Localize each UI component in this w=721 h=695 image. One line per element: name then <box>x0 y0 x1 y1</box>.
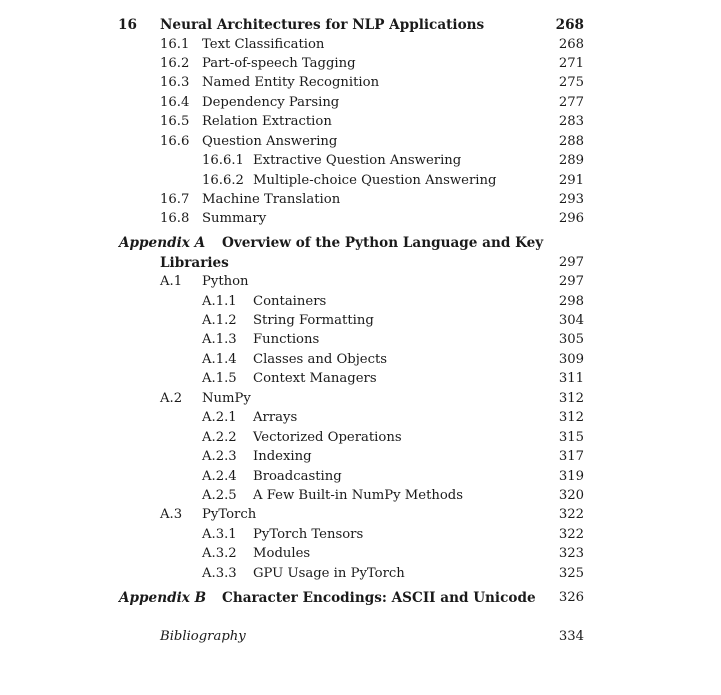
toc-section[interactable] <box>0 132 721 152</box>
toc-subsection[interactable] <box>0 408 721 428</box>
section-number: A.3 <box>160 507 183 522</box>
section-title: Text Classification <box>202 37 325 52</box>
page-number: 322 <box>558 507 584 522</box>
toc-section[interactable] <box>0 272 721 292</box>
page-number: 297 <box>558 274 584 289</box>
toc-subsection[interactable] <box>0 171 721 191</box>
subsection-number: 16.6.1 <box>202 153 244 168</box>
section-number: 16.8 <box>160 211 190 226</box>
page-number: 298 <box>558 294 584 309</box>
section-number: 16.1 <box>160 37 190 52</box>
page-number: 317 <box>558 449 584 464</box>
page-number: 293 <box>558 192 584 207</box>
subsection-number: A.1.3 <box>202 332 237 347</box>
chapter-title: Neural Architectures for NLP Applications <box>160 17 485 33</box>
toc-subsection[interactable] <box>0 311 721 331</box>
subsection-number: A.2.3 <box>202 449 237 464</box>
toc-section[interactable] <box>0 112 721 132</box>
subsection-number: A.3.2 <box>202 546 237 561</box>
section-title: Question Answering <box>202 134 338 149</box>
section-number: A.2 <box>160 391 183 406</box>
toc-section[interactable] <box>0 505 721 525</box>
toc-bibliography[interactable] <box>0 627 721 647</box>
subsection-title: A Few Built-in NumPy Methods <box>253 488 464 503</box>
page-number: 326 <box>558 590 584 605</box>
chapter-number: 16 <box>118 17 137 33</box>
toc-section[interactable] <box>0 35 721 55</box>
toc-subsection[interactable] <box>0 428 721 448</box>
subsection-number: A.2.1 <box>202 410 237 425</box>
toc-subsection[interactable] <box>0 564 721 584</box>
subsection-number: A.2.5 <box>202 488 237 503</box>
page-number: 291 <box>558 173 584 188</box>
subsection-number: A.1.1 <box>202 294 237 309</box>
toc-subsection[interactable] <box>0 486 721 506</box>
section-title: Dependency Parsing <box>202 95 340 110</box>
page-number: 297 <box>558 255 584 270</box>
subsection-title: Containers <box>253 294 327 309</box>
page-number: 277 <box>558 95 584 110</box>
toc-section[interactable] <box>0 389 721 409</box>
toc-chapter-16[interactable] <box>0 15 721 35</box>
section-number: 16.7 <box>160 192 190 207</box>
page-number: 311 <box>558 371 584 386</box>
page-number: 289 <box>558 153 584 168</box>
page-number: 320 <box>558 488 584 503</box>
subsection-title: String Formatting <box>253 313 374 328</box>
toc-subsection[interactable] <box>0 369 721 389</box>
subsection-title: GPU Usage in PyTorch <box>253 566 405 581</box>
section-number: 16.2 <box>160 56 190 71</box>
page-number: 268 <box>555 17 584 33</box>
subsection-title: Functions <box>253 332 320 347</box>
toc-section[interactable] <box>0 190 721 210</box>
subsection-title: Multiple-choice Question Answering <box>253 173 497 188</box>
section-title: Named Entity Recognition <box>202 75 380 90</box>
section-title: Relation Extraction <box>202 114 332 129</box>
page-number: 323 <box>558 546 584 561</box>
subsection-title: PyTorch Tensors <box>253 527 364 542</box>
toc-section[interactable] <box>0 54 721 74</box>
toc-subsection[interactable] <box>0 350 721 370</box>
page-number: 334 <box>558 629 584 644</box>
page-number: 309 <box>558 352 584 367</box>
appendix-label: Appendix A <box>119 235 206 251</box>
subsection-title: Vectorized Operations <box>253 430 402 445</box>
page-number: 296 <box>558 211 584 226</box>
toc-subsection[interactable] <box>0 330 721 350</box>
toc-subsection[interactable] <box>0 544 721 564</box>
page-number: 312 <box>558 410 584 425</box>
section-number: 16.6 <box>160 134 190 149</box>
subsection-title: Broadcasting <box>253 469 342 484</box>
appendix-title: Character Encodings: ASCII and Unicode <box>222 590 536 606</box>
toc-appendix-a-continued[interactable] <box>0 253 721 273</box>
subsection-title: Arrays <box>253 410 298 425</box>
subsection-number: A.1.5 <box>202 371 237 386</box>
page-number: 325 <box>558 566 584 581</box>
toc-section[interactable] <box>0 93 721 113</box>
toc-subsection[interactable] <box>0 467 721 487</box>
section-title: Python <box>202 274 249 289</box>
section-title: Summary <box>202 211 267 226</box>
toc-section[interactable] <box>0 209 721 229</box>
section-title: Machine Translation <box>202 192 341 207</box>
page-number: 322 <box>558 527 584 542</box>
toc-subsection[interactable] <box>0 447 721 467</box>
subsection-title: Extractive Question Answering <box>253 153 462 168</box>
section-number: 16.5 <box>160 114 190 129</box>
bibliography-title: Bibliography <box>160 629 246 644</box>
section-number: A.1 <box>160 274 183 289</box>
page-number: 283 <box>558 114 584 129</box>
subsection-title: Indexing <box>253 449 312 464</box>
toc-appendix-a[interactable] <box>0 233 721 253</box>
section-title: Part-of-speech Tagging <box>202 56 356 71</box>
appendix-title-continued: Libraries <box>160 255 229 271</box>
subsection-title: Classes and Objects <box>253 352 388 367</box>
section-number: 16.3 <box>160 75 190 90</box>
page-number: 319 <box>558 469 584 484</box>
toc-section[interactable] <box>0 73 721 93</box>
page-number: 305 <box>558 332 584 347</box>
subsection-number: A.2.4 <box>202 469 237 484</box>
page-number: 268 <box>558 37 584 52</box>
subsection-number: A.1.2 <box>202 313 237 328</box>
subsection-number: A.3.1 <box>202 527 237 542</box>
toc-appendix-b[interactable] <box>0 588 721 608</box>
page-number: 315 <box>558 430 584 445</box>
toc-subsection[interactable] <box>0 151 721 171</box>
section-title: PyTorch <box>202 507 257 522</box>
toc-subsection[interactable] <box>0 292 721 312</box>
subsection-title: Modules <box>253 546 311 561</box>
toc-subsection[interactable] <box>0 525 721 545</box>
page-number: 312 <box>558 391 584 406</box>
subsection-title: Context Managers <box>253 371 377 386</box>
page-number: 304 <box>558 313 584 328</box>
subsection-number: A.3.3 <box>202 566 237 581</box>
section-number: 16.4 <box>160 95 190 110</box>
appendix-title: Overview of the Python Language and Key <box>222 235 544 251</box>
subsection-number: A.1.4 <box>202 352 237 367</box>
subsection-number: 16.6.2 <box>202 173 244 188</box>
section-title: NumPy <box>202 391 251 406</box>
page-number: 271 <box>558 56 584 71</box>
subsection-number: A.2.2 <box>202 430 237 445</box>
appendix-label: Appendix B <box>119 590 207 606</box>
page-number: 288 <box>558 134 584 149</box>
page-number: 275 <box>558 75 584 90</box>
